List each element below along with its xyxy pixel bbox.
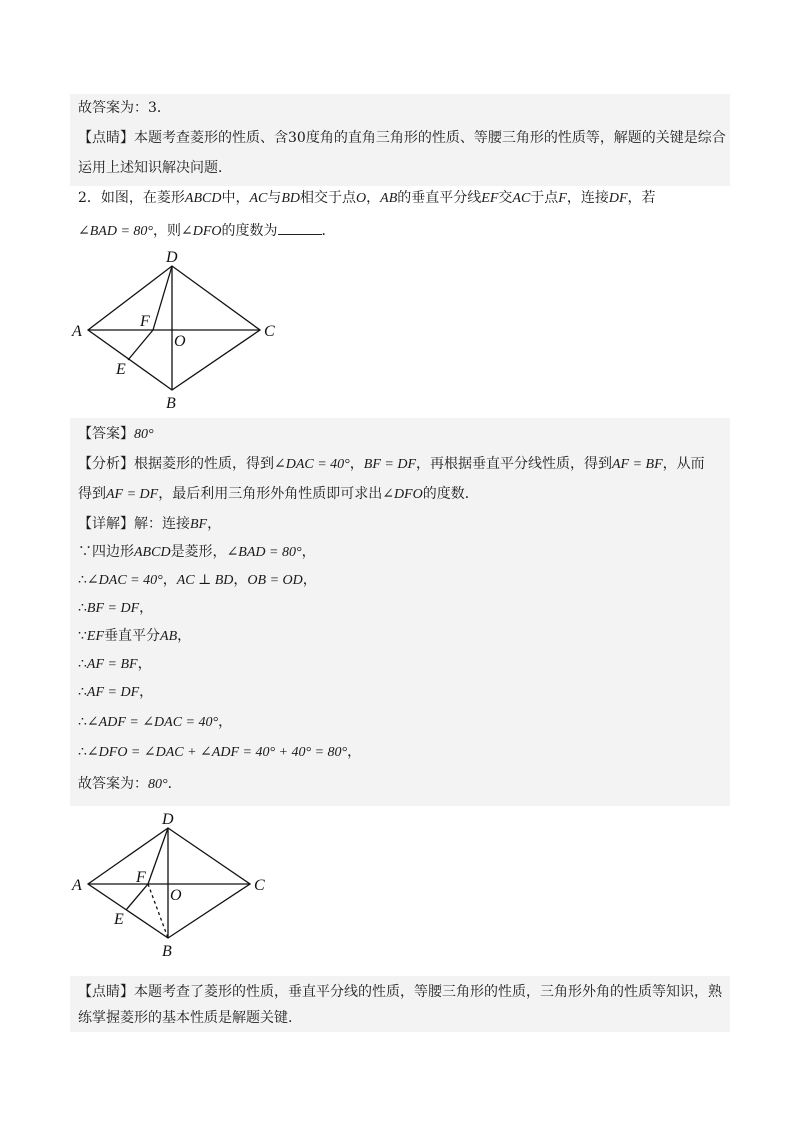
answer-line: 【答案】80° <box>78 426 154 442</box>
segment-df <box>153 266 172 330</box>
rhombus-figure-1 <box>60 248 290 418</box>
label2-e: E <box>114 911 124 928</box>
label2-c: C <box>254 877 265 894</box>
detail-final-answer: 故答案为：80°． <box>78 776 182 792</box>
detail-step-1: ∵四边形ABCD是菱形，∠BAD = 80°， <box>78 544 316 560</box>
detail-step-2: ∴∠DAC = 40°，AC ⊥ BD，OB = OD， <box>78 572 317 588</box>
rhombus-outline-2 <box>88 828 250 938</box>
detail-step-3: ∴BF = DF， <box>78 600 154 616</box>
detail-step-4: ∵EF垂直平分AB， <box>78 628 192 644</box>
label2-b: B <box>162 943 172 960</box>
detail-line-0: 【详解】解：连接BF， <box>78 516 222 532</box>
rhombus-figure-2 <box>60 806 290 966</box>
analysis-line-1: 【分析】根据菱形的性质，得到∠DAC = 40°，BF = DF，再根据垂直平分线性质，得到AF = BF，从而 <box>78 456 705 472</box>
problem-line-1: 2．如图，在菱形ABCD中，AC与BD相交于点O，AB的垂直平分线EF交AC于点F，连接DF，若 <box>78 190 656 206</box>
comment2-line-2: 练掌握菱形的基本性质是解题关键. <box>78 1010 293 1026</box>
label2-a: A <box>72 877 82 894</box>
segment-fe <box>128 330 153 360</box>
label-d: D <box>166 249 178 266</box>
label-f: F <box>140 313 150 330</box>
label-a: A <box>72 323 82 340</box>
detail-step-7: ∴∠ADF = ∠DAC = 40°， <box>78 714 233 730</box>
prev-answer-line: 故答案为：3． <box>78 100 171 116</box>
label2-d: D <box>162 811 174 828</box>
segment-df-2 <box>148 828 168 884</box>
label-c: C <box>264 323 275 340</box>
detail-step-5: ∴AF = BF， <box>78 656 152 672</box>
label-b: B <box>166 395 176 412</box>
label2-f: F <box>136 869 146 886</box>
comment2-line-1: 【点睛】本题考查了菱形的性质，垂直平分线的性质，等腰三角形的性质，三角形外角的性质等知识，熟 <box>78 984 722 1000</box>
segment-fe-2 <box>126 884 148 910</box>
label-e: E <box>116 361 126 378</box>
problem-line-2: ∠BAD = 80°，则∠DFO的度数为 ． <box>78 220 728 242</box>
prev-comment-line-1: 【点睛】本题考查菱形的性质、含30度角的直角三角形的性质、等腰三角形的性质等，解题的关键是综合 <box>78 130 726 146</box>
label2-o: O <box>170 887 182 904</box>
segment-bf-dashed <box>148 884 168 938</box>
analysis-line-2: 得到AF = DF，最后利用三角形外角性质即可求出∠DFO的度数． <box>78 486 479 502</box>
label-o: O <box>174 333 186 350</box>
rhombus-outline <box>88 266 260 390</box>
detail-step-6: ∴AF = DF， <box>78 684 154 700</box>
detail-step-8: ∴∠DFO = ∠DAC + ∠ADF = 40° + 40° = 80°， <box>78 744 362 760</box>
answer-blank <box>278 220 322 235</box>
prev-comment-line-2: 运用上述知识解决问题． <box>78 160 232 176</box>
